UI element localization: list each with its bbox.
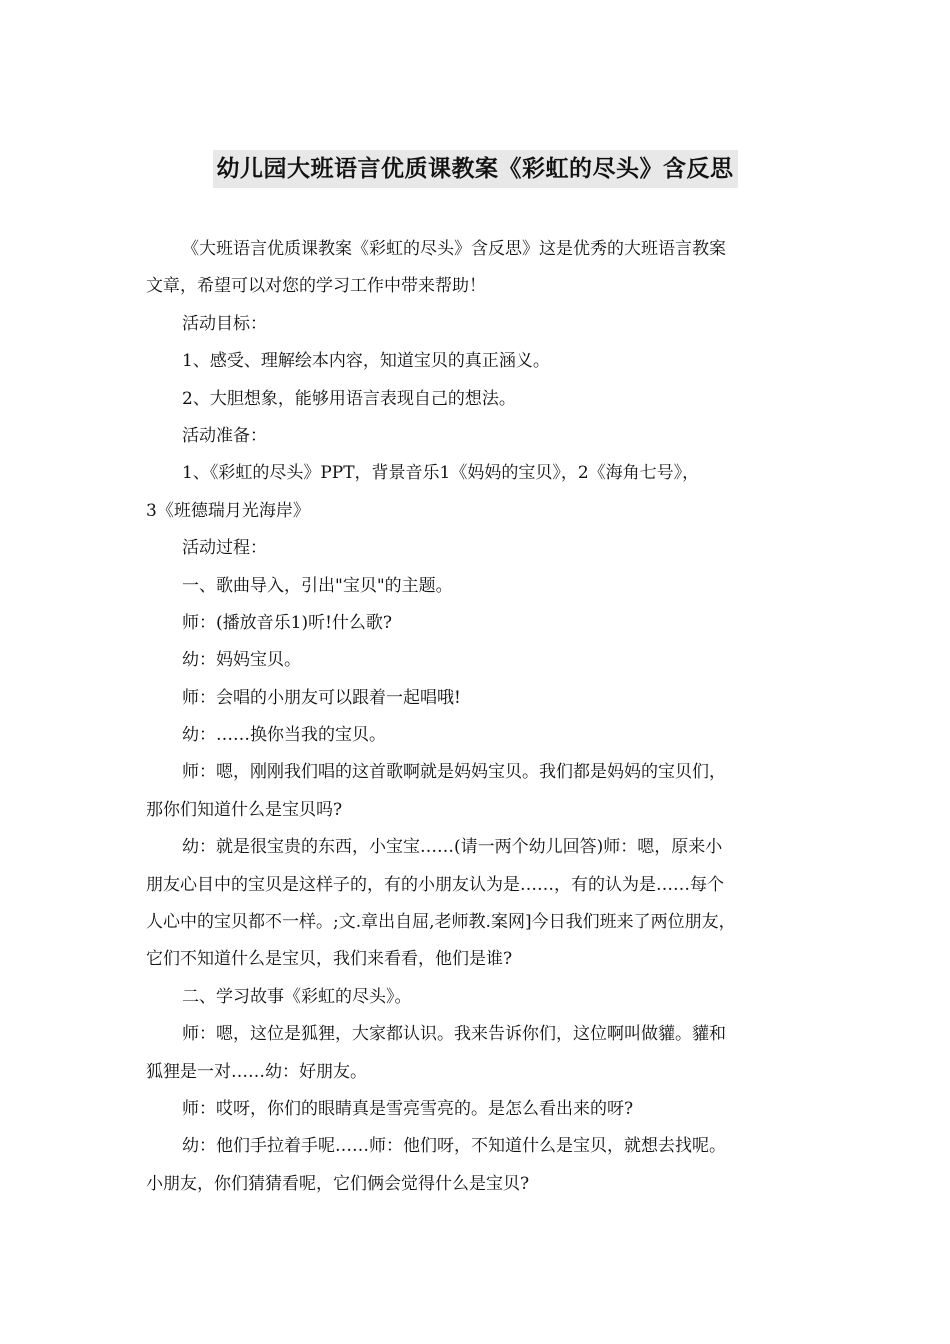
paragraph-line: 朋友心目中的宝贝是这样子的，有的小朋友认为是……，有的认为是……每个: [146, 874, 724, 895]
paragraph-line: 1、感受、理解绘本内容，知道宝贝的真正涵义。: [182, 351, 550, 372]
paragraph-line: 活动目标：: [182, 313, 267, 334]
paragraph-line: 2、大胆想象，能够用语言表现自己的想法。: [182, 388, 516, 409]
paragraph-line: 师：嗯，这位是狐狸，大家都认识。我来告诉你们，这位啊叫做貛。貛和: [182, 1024, 726, 1045]
paragraph-line: 幼：……换你当我的宝贝。: [182, 725, 386, 746]
paragraph-line: 幼：妈妈宝贝。: [182, 650, 301, 671]
paragraph-line: 《大班语言优质课教案《彩虹的尽头》含反思》这是优秀的大班语言教案: [182, 239, 726, 259]
document-body: [146, 231, 818, 1203]
paragraph-line: 活动准备：: [182, 425, 267, 446]
paragraph-line: 幼：就是很宝贵的东西，小宝宝……(请一两个幼儿回答)师：嗯，原来小: [182, 837, 723, 858]
paragraph-line: 师：(播放音乐1)听!什么歌?: [182, 612, 393, 633]
paragraph-line: 幼：他们手拉着手呢……师：他们呀，不知道什么是宝贝，就想去找呢。: [182, 1136, 726, 1157]
paragraph-line: 那你们知道什么是宝贝吗?: [146, 799, 343, 820]
paragraph-line: 人心中的宝贝都不一样。;文.章出自屈,老师教.案网]今日我们班来了两位朋友，: [146, 912, 736, 933]
paragraph-line: 一、歌曲导入，引出"宝贝"的主题。: [182, 575, 453, 596]
title-block: [0, 150, 950, 188]
paragraph-line: 小朋友，你们猜猜看呢，它们俩会觉得什么是宝贝?: [146, 1173, 530, 1194]
paragraph-line: 师：哎呀，你们的眼睛真是雪亮雪亮的。是怎么看出来的呀?: [182, 1098, 634, 1119]
paragraph-line: 1、《彩虹的尽头》PPT，背景音乐1《妈妈的宝贝》，2《海角七号》，: [182, 463, 700, 484]
paragraph-line: 3《班德瑞月光海岸》: [146, 500, 310, 521]
paragraph-line: 师：会唱的小朋友可以跟着一起唱哦!: [182, 687, 461, 708]
paragraph-line: 狐狸是一对……幼：好朋友。: [146, 1061, 367, 1082]
paragraph-line: 二、学习故事《彩虹的尽头》。: [182, 986, 412, 1007]
paragraph-line: 文章，希望可以对您的学习工作中带来帮助！: [146, 276, 486, 297]
document-title: 幼儿园大班语言优质课教案《彩虹的尽头》含反思: [213, 150, 738, 188]
paragraph-line: 它们不知道什么是宝贝，我们来看看，他们是谁?: [146, 949, 513, 970]
paragraph-line: 活动过程：: [182, 538, 267, 559]
paragraph-line: 师：嗯，刚刚我们唱的这首歌啊就是妈妈宝贝。我们都是妈妈的宝贝们，: [182, 762, 726, 783]
